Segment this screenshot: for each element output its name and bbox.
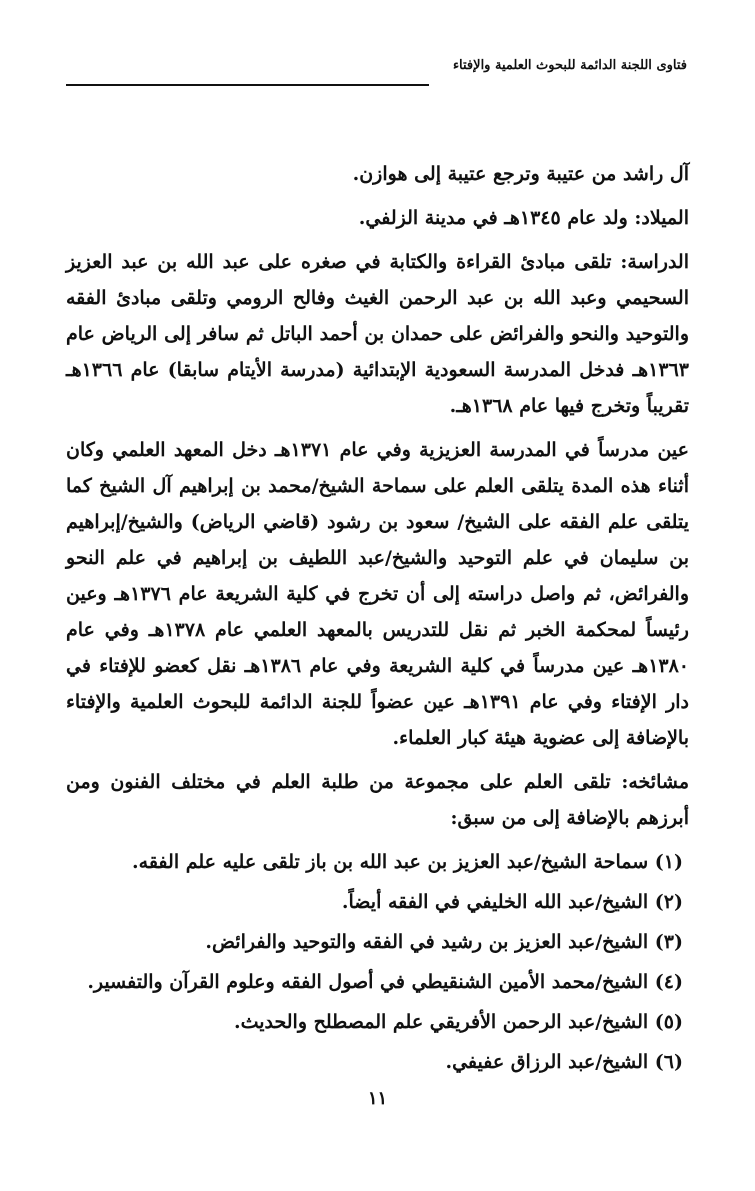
teachers-label: مشائخه: — [621, 771, 689, 793]
birth-text: ولد عام ١٣٤٥هـ في مدينة الزلفي. — [358, 207, 635, 229]
header-rule — [66, 84, 429, 86]
birth-paragraph — [66, 200, 689, 236]
list-item: (٢) الشيخ/عبد الله الخليفي في الفقه أيضاً. — [341, 891, 683, 913]
list-item: (٤) الشيخ/محمد الأمين الشنقيطي في أصول الفقه وعلوم القرآن والتفسير. — [87, 971, 683, 993]
teachers-list — [66, 844, 689, 1080]
study-label: الدراسة: — [620, 251, 689, 273]
study-text: تلقى مبادئ القراءة والكتابة في صغره على عبد الله بن عبد العزيز السحيمي وعبد الله بن عبد الرحمن الغيث وفالح الرومي وتلقى مبادئ الفقه والتوحيد والنحو والفرائض على حمدان بن أحمد الباتل ثم سافر إلى الرياض عام ١٣٦٣هـ فدخل المدرسة السعودية الإبتدائية (مدرسة الأيتام سابقا) عام ١٣٦٦هـ تقريباً وتخرج فيها عام ١٣٦٨هـ. — [66, 251, 689, 417]
study-paragraph — [66, 244, 689, 424]
teachers-paragraph — [66, 764, 689, 836]
birth-label: الميلاد: — [634, 207, 689, 229]
page-number: ١١ — [367, 1088, 388, 1109]
list-item: (٥) الشيخ/عبد الرحمن الأفريقي علم المصطلح والحديث. — [233, 1011, 683, 1033]
career-paragraph: عين مدرساً في المدرسة العزيزية وفي عام ١٣٧١هـ دخل المعهد العلمي وكان أثناء هذه المدة يتلقى العلم على سماحة الشيخ/محمد بن إبراهيم آل الشيخ كما يتلقى علم الفقه على الشيخ/ سعود بن رشود (قاضي الرياض) والشيخ/إبراهيم بن سليمان في علم التوحيد والشيخ/عبد اللطيف بن إبراهيم في علم النحو والفرائض، ثم واصل دراسته إلى أن تخرج في كلية الشريعة عام ١٣٧٦هـ وعين رئيساً لمحكمة الخبر ثم نقل للتدريس بالمعهد العلمي عام ١٣٧٨هـ وفي عام ١٣٨٠هـ عين مدرساً في كلية الشريعة وفي عام ١٣٨٦هـ نقل كعضو للإفتاء في دار الإفتاء وفي عام ١٣٩١هـ عين عضواً للجنة الدائمة للبحوث العلمية والإفتاء بالإضافة إلى عضوية هيئة كبار العلماء. — [66, 439, 690, 749]
list-item: (١) سماحة الشيخ/عبد العزيز بن عبد الله بن باز تلقى عليه علم الفقه. — [132, 851, 683, 873]
intro-paragraph: آل راشد من عتيبة وترجع عتيبة إلى هوازن. — [352, 163, 689, 185]
list-item: (٣) الشيخ/عبد العزيز بن رشيد في الفقه والتوحيد والفرائض. — [205, 931, 683, 953]
body-text — [66, 156, 689, 1084]
running-header: فتاوى اللجنة الدائمة للبحوث العلمية والإفتاء — [452, 58, 687, 73]
list-item: (٦) الشيخ/عبد الرزاق عفيفي. — [445, 1051, 683, 1073]
teachers-text: تلقى العلم على مجموعة من طلبة العلم في مختلف الفنون ومن أبرزهم بالإضافة إلى من سبق: — [66, 771, 689, 829]
